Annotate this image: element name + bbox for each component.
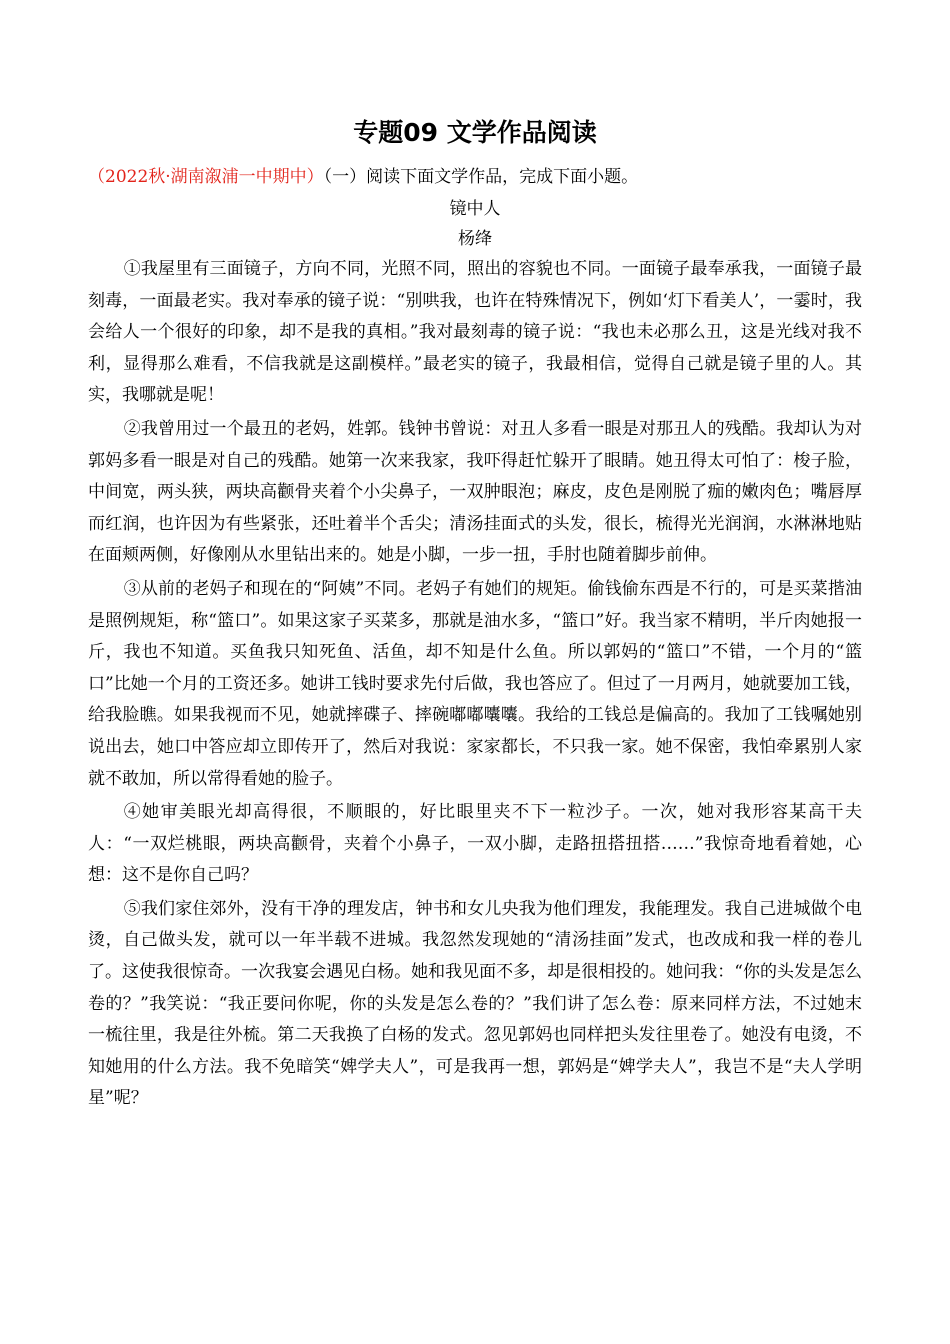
instruction-text: （一）阅读下面文学作品，完成下面小题。: [323, 167, 639, 187]
paragraph-4: ④她审美眼光却高得很，不顺眼的，好比眼里夹不下一粒沙子。一次，她对我形容某高干夫人：“一双烂桃眼，两块高颧骨，夹着个小鼻子，一双小脚，走路扭搭扭搭……”我惊奇地看着她，心想：这不是你自己吗？: [88, 802, 862, 886]
article-title: 镜中人: [449, 199, 501, 219]
document-page: [88, 112, 862, 1117]
article-author: 杨绛: [458, 229, 492, 249]
paragraph-3: ③从前的老妈子和现在的“阿姨”不同。老妈子有她们的规矩。偷钱偷东西是不行的，可是买菜揩油是照例规矩，称“篮口”。如果这家子买菜多，那就是油水多，“篮口”好。我当家不精明，半斤肉她报一斤，我也不知道。买鱼我只知死鱼、活鱼，却不知是什么鱼。所以郭妈的“篮口”不错，一个月的“篮口”比她一个月的工资还多。她讲工钱时要求先付后做，我也答应了。但过了一月两月，她就要加工钱，给我脸瞧。如果我视而不见，她就摔碟子、摔碗嘟嘟囔囔。我给的工钱总是偏高的。我加了工钱嘱她别说出去，她口中答应却立即传开了，然后对我说：家家都长，不只我一家。她不保密，我怕牵累别人家就不敢加，所以常得看她的脸子。: [88, 578, 862, 789]
paragraph-5: ⑤我们家住郊外，没有干净的理发店，钟书和女儿央我为他们理发，我能理发。我自己进城做个电烫，自己做头发，就可以一年半载不进城。我忽然发现她的“清汤挂面”发式，也改成和我一样的卷儿了。这使我很惊奇。一次我宴会遇见白杨。她和我见面不多，却是很相投的。她问我：“你的头发是怎么卷的？”我笑说：“我正要问你呢，你的头发是怎么卷的？”我们讲了怎么卷：原来同样方法，不过她末一梳往里，我是往外梳。第二天我换了白杨的发式。忽见郭妈也同样把头发往里卷了。她没有电烫，不知她用的什么方法。我不免暗笑“婢学夫人”，可是我再一想，郭妈是“婢学夫人”，我岂不是“夫人学明星”呢？: [88, 898, 862, 1109]
paragraph-1: ①我屋里有三面镜子，方向不同，光照不同，照出的容貌也不同。一面镜子最奉承我，一面镜子最刻毒，一面最老实。我对奉承的镜子说：“别哄我，也许在特殊情况下，例如‘灯下看美人’，一霎时，我会给人一个很好的印象，却不是我的真相。”我对最刻毒的镜子说：“我也未必那么丑，这是光线对我不利，显得那么难看，不信我就是这副模样。”最老实的镜子，我最相信，觉得自己就是镜子里的人。其实，我哪就是呢！: [88, 259, 862, 406]
source-tag: （2022秋·湖南溆浦一中期中）: [88, 167, 324, 187]
document-title: 专题09 文学作品阅读: [353, 118, 597, 147]
paragraph-2: ②我曾用过一个最丑的老妈，姓郭。钱钟书曾说：对丑人多看一眼是对那丑人的残酷。我却认为对郭妈多看一眼是对自己的残酷。她第一次来我家，我吓得赶忙躲开了眼睛。她丑得太可怕了：梭子脸，中间宽，两头狭，两块高颧骨夹着个小尖鼻子，一双肿眼泡；麻皮，皮色是刚脱了痂的嫩肉色；嘴唇厚而红润，也许因为有些紧张，还吐着半个舌尖；清汤挂面式的头发，很长，梳得光光润润，水淋淋地贴在面颊两侧，好像刚从水里钻出来的。她是小脚，一步一扭，手肘也随着脚步前伸。: [88, 418, 862, 566]
question-source-line: [88, 164, 862, 190]
